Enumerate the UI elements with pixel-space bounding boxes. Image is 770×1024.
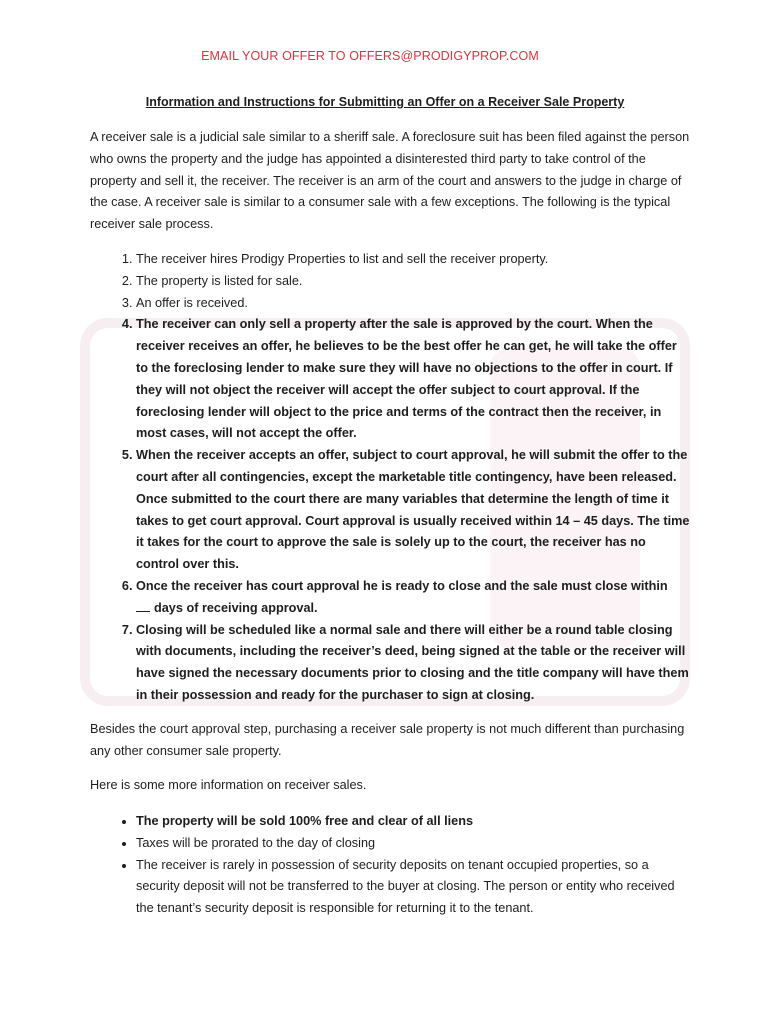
list-item: 5. When the receiver accepts an offer, subject to court approval, he will submit the offer to the court after all contingencies, except the marketable title contingency, have been released. Once submitted to the court there are many variables that determine the length of time it takes to get court approval. Court approval is usually received within 14 – 45 days. The time it takes for the court to approve the sale is solely up to the court, the receiver has no control over this. [136,445,690,576]
process-steps-list [90,249,690,707]
list-item [136,576,690,620]
document-title: Information and Instructions for Submitting an Offer on a Receiver Sale Property [145,95,625,109]
list-item: 4. The receiver can only sell a property after the sale is approved by the court. When the receiver receives an offer, he believes to be the best offer he can get, he will take the offer to the foreclosing lender to make sure they will have no objections to the offer in court. If they will not object the receiver will accept the offer subject to court approval. If the foreclosing lender will object to the price and terms of the contract then the receiver, in most cases, will not accept the offer. [136,314,690,445]
blank-days-field [136,599,150,612]
list-item: 3. An offer is received. [136,293,690,315]
list-item: • Taxes will be prorated to the day of closing [136,833,690,855]
list-item: 7. Closing will be scheduled like a normal sale and there will either be a round table closing with documents, including the receiver’s deed, being signed at the table or the receiver will have signed the necessary documents prior to closing and the title company will have them in their possession and ready for the purchaser to sign at closing. [136,620,690,707]
emphasis-must: must [561,578,592,593]
step-text: close within [591,578,668,593]
email-offer-line: EMAIL YOUR OFFER TO OFFERS@PRODIGYPROP.COM [201,49,539,63]
list-item: 2. The property is listed for sale. [136,271,690,293]
intro-paragraph: A receiver sale is a judicial sale similar to a sheriff sale. A foreclosure suit has been filed against the person who owns the property and the judge has appointed a disinterested third party to take control of the property and sell it, the receiver. The receiver is an arm of the court and answers to the judge in charge of the case. A receiver sale is similar to a consumer sale with a few exceptions. The following is the typical receiver sale process. [90,130,690,232]
list-item: • The receiver is rarely in possession of security deposits on tenant occupied properties, so a security deposit will not be transferred to the buyer at closing. The person or entity who received the tenant’s security deposit is responsible for returning it to the tenant. [136,855,690,920]
besides-paragraph: Besides the court approval step, purchasing a receiver sale property is not much different than purchasing any other consumer sale property. [90,722,685,758]
more-info-intro: Here is some more information on receiver sales. [90,778,367,792]
list-item: 1. The receiver hires Prodigy Properties to list and sell the receiver property. [136,249,690,271]
step-text: days of receiving approval. [154,600,318,615]
list-item: • The property will be sold 100% free and clear of all liens [136,811,690,833]
info-bullet-list [90,811,690,920]
step-text: Once the receiver has court approval he is ready to close and the sale [136,578,562,593]
